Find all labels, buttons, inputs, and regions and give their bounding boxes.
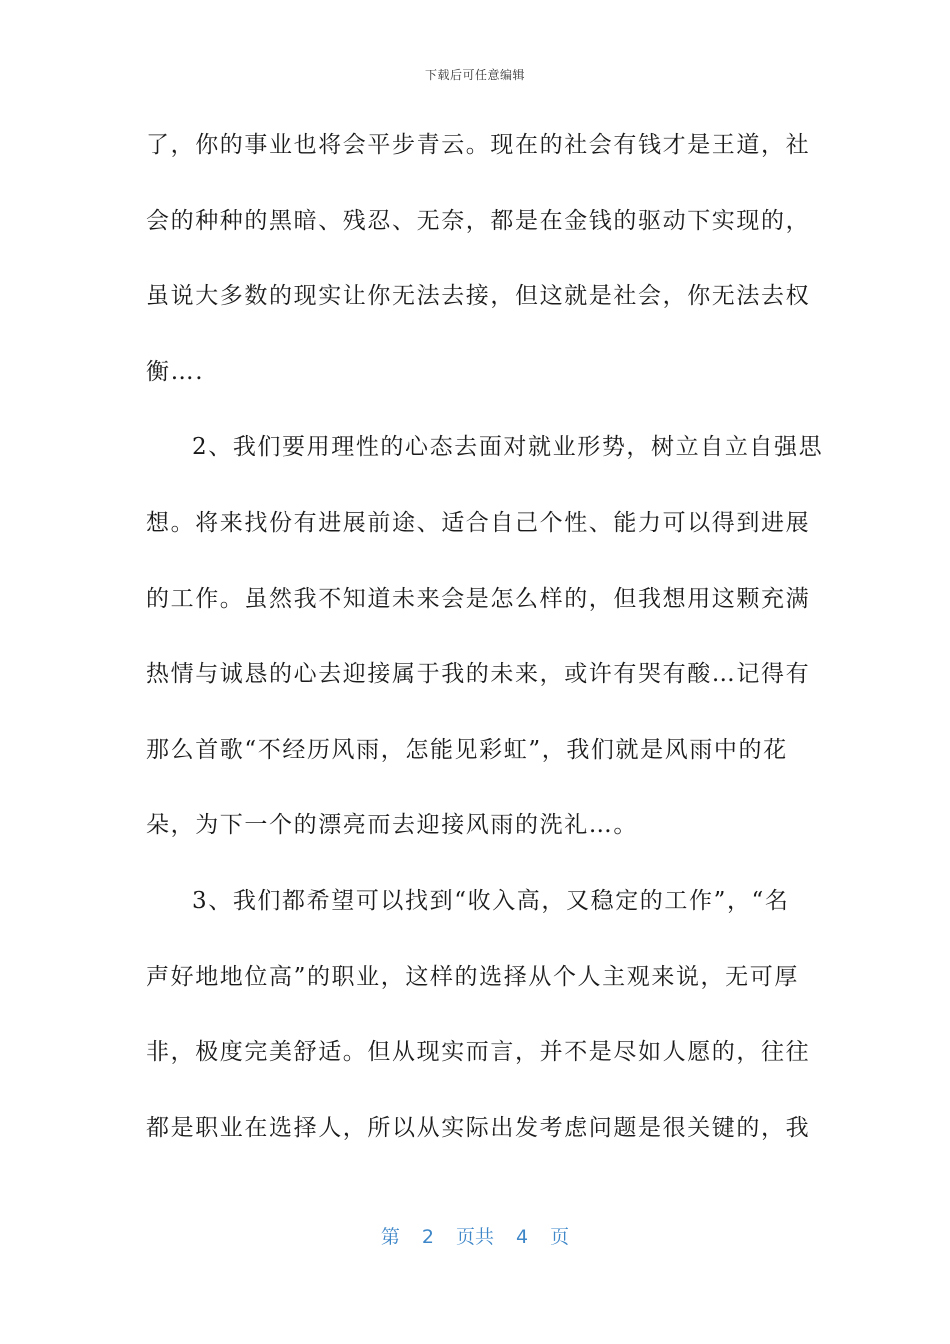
text-line: 虽说大多数的现实让你无法去接，但这就是社会，你无法去权: [146, 283, 811, 310]
footer-middle: 页共: [455, 1226, 494, 1248]
text-line: 的工作。虽然我不知道未来会是怎么样的，但我想用这颗充满: [146, 585, 811, 612]
page-header: 下载后可任意编辑: [424, 68, 525, 82]
text-line: 声好地地位高”的职业，这样的选择从个人主观来说，无可厚: [146, 963, 799, 990]
text-line: 朵，为下一个的漂亮而去迎接风雨的洗礼…。: [146, 812, 638, 839]
paragraph-3-start: 3、我们都希望可以找到“收入高，又稳定的工作”，“名: [192, 887, 790, 914]
text-line: 热情与诚恳的心去迎接属于我的未来，或许有哭有酸…记得有: [146, 661, 811, 688]
text-line: 那么首歌“不经历风雨，怎能见彩虹”，我们就是风雨中的花: [146, 736, 788, 763]
text-line: 想。将来找份有进展前途、适合自己个性、能力可以得到进展: [146, 509, 811, 536]
document-body: [146, 108, 824, 1166]
text-line: 了，你的事业也将会平步青云。现在的社会有钱才是王道，社: [146, 132, 811, 158]
page-footer: [0, 1222, 950, 1249]
text-line: 都是职业在选择人，所以从实际出发考虑问题是很关键的，我: [146, 1114, 811, 1141]
total-pages-number: 4: [516, 1226, 529, 1248]
current-page-number: 2: [421, 1226, 434, 1248]
text-line: 衡….: [146, 358, 205, 385]
text-line: 会的种种的黑暗、残忍、无奈，都是在金钱的驱动下实现的，: [146, 207, 811, 234]
paragraph-2-start: 2、我们要用理性的心态去面对就业形势，树立自立自强思: [192, 434, 824, 461]
footer-prefix: 第: [380, 1226, 400, 1248]
text-line: 非，极度完美舒适。但从现实而言，并不是尽如人愿的，往往: [146, 1039, 811, 1066]
footer-suffix: 页: [550, 1226, 570, 1248]
